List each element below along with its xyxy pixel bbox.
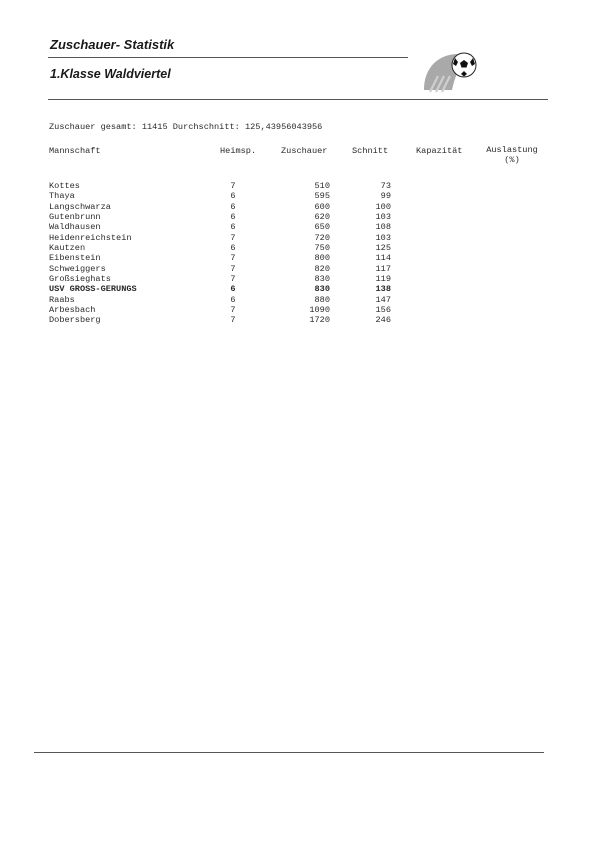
- table-row: [0, 243, 600, 253]
- table-row: [0, 264, 600, 274]
- spectators-cell: 600: [314, 201, 330, 212]
- column-header-utilization-unit: (%): [504, 155, 520, 165]
- spectators-cell: 510: [314, 181, 330, 191]
- team-name-cell: Kottes: [49, 181, 80, 191]
- home-games-cell: 6: [230, 243, 236, 254]
- header-bottom-rule: [48, 99, 548, 100]
- column-header-average: Schnitt: [352, 146, 389, 156]
- average-cell: 99: [380, 191, 391, 202]
- team-name-cell: Thaya: [49, 191, 75, 202]
- team-name-cell: USV GROSS-GERUNGS: [49, 284, 137, 295]
- home-games-cell: 7: [230, 274, 236, 285]
- team-name-cell: Heidenreichstein: [49, 232, 132, 243]
- table-row: [0, 181, 600, 191]
- average-cell: 119: [375, 274, 391, 285]
- team-name-cell: Arbesbach: [49, 305, 96, 316]
- spectators-cell: 620: [314, 212, 330, 223]
- spectators-cell: 830: [314, 274, 330, 285]
- average-cell: 114: [375, 253, 391, 264]
- home-games-cell: 6: [230, 294, 236, 305]
- team-name-cell: Großsieghats: [49, 274, 111, 285]
- home-games-cell: 7: [230, 181, 236, 191]
- column-header-team: Mannschaft: [49, 146, 101, 156]
- attendance-table: [0, 181, 600, 326]
- team-name-cell: Raabs: [49, 294, 75, 305]
- footer-rule: [34, 752, 544, 753]
- spectators-cell: 820: [314, 263, 330, 274]
- table-row: [0, 315, 600, 325]
- spectators-cell: 720: [314, 232, 330, 243]
- spectators-cell: 1720: [309, 315, 330, 326]
- spectators-cell: 650: [314, 222, 330, 233]
- spectators-cell: 830: [314, 284, 330, 295]
- home-games-cell: 6: [230, 201, 236, 212]
- table-row: [0, 305, 600, 315]
- team-name-cell: Kautzen: [49, 243, 86, 254]
- average-cell: 156: [375, 305, 391, 316]
- team-name-cell: Langschwarza: [49, 201, 111, 212]
- average-cell: 246: [375, 315, 391, 326]
- average-cell: 103: [375, 212, 391, 223]
- table-row: [0, 274, 600, 284]
- table-row: [0, 295, 600, 305]
- home-games-cell: 7: [230, 253, 236, 264]
- home-games-cell: 6: [230, 284, 236, 295]
- home-games-cell: 7: [230, 232, 236, 243]
- league-subtitle: 1.Klasse Waldviertel: [50, 67, 171, 81]
- spectators-cell: 800: [314, 253, 330, 264]
- table-row: [0, 212, 600, 222]
- spectators-cell: 880: [314, 294, 330, 305]
- column-header-utilization: [480, 145, 544, 165]
- average-cell: 125: [375, 243, 391, 254]
- average-cell: 100: [375, 201, 391, 212]
- average-cell: 108: [375, 222, 391, 233]
- home-games-cell: 6: [230, 212, 236, 223]
- home-games-cell: 7: [230, 315, 236, 326]
- spectators-cell: 595: [314, 191, 330, 202]
- team-name-cell: Dobersberg: [49, 315, 101, 326]
- team-name-cell: Schweiggers: [49, 263, 106, 274]
- table-row: [0, 253, 600, 263]
- attendance-summary: Zuschauer gesamt: 11415 Durchschnitt: 125,43956043956: [49, 122, 323, 132]
- table-row: [0, 284, 600, 294]
- team-name-cell: Eibenstein: [49, 253, 101, 264]
- team-name-cell: Waldhausen: [49, 222, 101, 233]
- team-name-cell: Gutenbrunn: [49, 212, 101, 223]
- average-cell: 138: [375, 284, 391, 295]
- table-row: [0, 191, 600, 201]
- table-row: [0, 222, 600, 232]
- column-header-home-games: Heimsp.: [220, 146, 257, 156]
- document-title: Zuschauer- Statistik: [50, 37, 175, 52]
- header-divider: [48, 57, 408, 58]
- home-games-cell: 7: [230, 305, 236, 316]
- home-games-cell: 7: [230, 263, 236, 274]
- column-header-capacity: Kapazität: [416, 146, 463, 156]
- table-row: [0, 202, 600, 212]
- home-games-cell: 6: [230, 191, 236, 202]
- table-row: [0, 233, 600, 243]
- average-cell: 103: [375, 232, 391, 243]
- spectators-cell: 750: [314, 243, 330, 254]
- soccer-ball-logo-icon: [418, 46, 482, 98]
- column-header-utilization-label: Auslastung: [486, 145, 538, 155]
- column-header-spectators: Zuschauer: [281, 146, 328, 156]
- average-cell: 117: [375, 263, 391, 274]
- average-cell: 73: [380, 181, 391, 191]
- home-games-cell: 6: [230, 222, 236, 233]
- spectators-cell: 1090: [309, 305, 330, 316]
- average-cell: 147: [375, 294, 391, 305]
